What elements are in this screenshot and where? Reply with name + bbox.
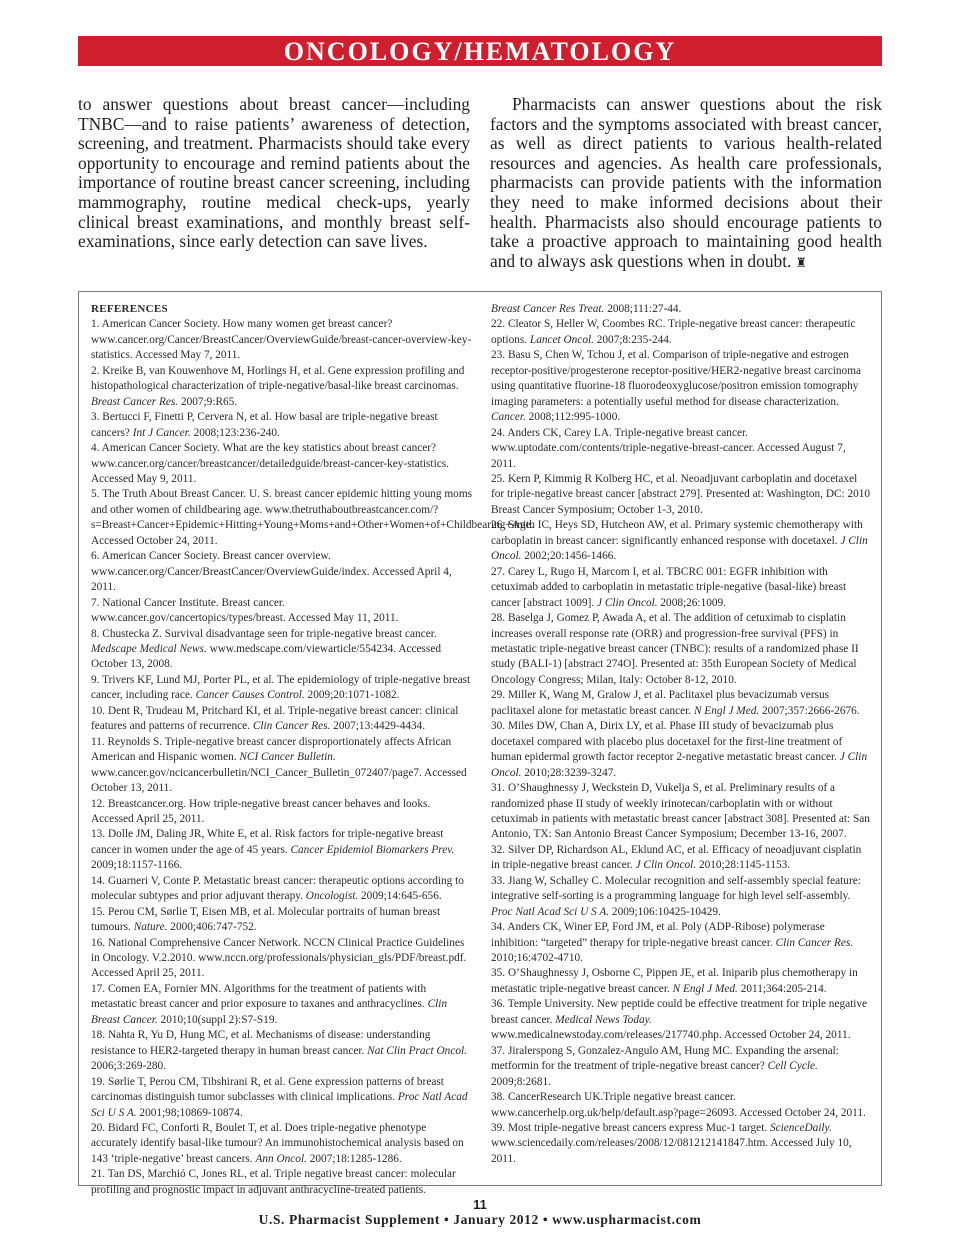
reference-entry bbox=[491, 920, 872, 966]
journal-title: J Clin Oncol. bbox=[635, 859, 697, 872]
reference-entry bbox=[91, 905, 472, 936]
reference-text: 30. Miles DW, Chan A, Dirix LY, et al. Phase III study of bevacizumab plus docetaxel compared with placebo plus docetaxel for the first-line treatment of human epidermal growth factor receptor 2-negative metastatic breast cancer. bbox=[491, 720, 843, 764]
reference-entry bbox=[91, 627, 472, 673]
reference-text: 2007;9:R65. bbox=[178, 395, 238, 408]
reference-entry bbox=[91, 874, 472, 905]
reference-entry bbox=[491, 472, 872, 518]
reference-entry bbox=[91, 797, 472, 828]
reference-entry bbox=[91, 673, 472, 704]
reference-text: 13. Dolle JM, Daling JR, White E, et al. Risk factors for triple-negative breast cancer in women under the age of 45 years. bbox=[91, 828, 444, 856]
journal-title: Clin Cancer Res. bbox=[252, 720, 331, 733]
reference-text: 38. CancerResearch UK.Triple negative breast cancer. www.cancerhelp.org.uk/help/default.asp?page=26093. Accessed October 24, 2011. bbox=[491, 1091, 866, 1119]
reference-text: 3. Bertucci F, Finetti P, Cervera N, et al. How basal are triple-negative breast cancers? bbox=[91, 411, 438, 439]
journal-title: Clin Breast Cancer. bbox=[91, 998, 448, 1026]
reference-text: 17. Comen EA, Fornier MN. Algorithms for the treatment of patients with metastatic breast cancer and prior exposure to taxanes and anthracyclines. bbox=[91, 982, 428, 1011]
reference-entry bbox=[91, 410, 472, 441]
reference-text: 21. Tan DS, Marchió C, Jones RL, et al. Triple negative breast cancer: molecular profiling and prognostic impact in adjuvant anthracycline-treated patients. bbox=[91, 1168, 456, 1196]
journal-title: Cancer Epidemiol Biomarkers Prev. bbox=[290, 843, 455, 856]
reference-entry bbox=[491, 426, 872, 472]
reference-list-right bbox=[491, 302, 872, 1167]
reference-text: 26. Smith IC, Heys SD, Hutcheon AW, et al. Primary systemic chemotherapy with carboplatin in breast cancer: significantly enhanced response with docetaxel. bbox=[491, 519, 863, 547]
reference-entry bbox=[491, 1121, 872, 1167]
reference-text: 2009;20:1071-1082. bbox=[304, 689, 400, 702]
reference-text: 2. Kreike B, van Kouwenhove M, Horlings H, et al. Gene expression profiling and histopathological characterization of triple-negative/basal-like breast carcinomas. bbox=[91, 364, 465, 393]
reference-text: 2007;8:235-244. bbox=[593, 333, 672, 346]
reference-text: 2001;98;10869-10874. bbox=[136, 1106, 243, 1119]
reference-text: 34. Anders CK, Winer EP, Ford JM, et al. Poly (ADP-Ribose) polymerase inhibition: “targeted” therapy for triple-negative breast cancer. bbox=[491, 921, 825, 949]
reference-text: 7. National Cancer Institute. Breast cancer. www.cancer.gov/cancertopics/types/breast. Accessed May 11, 2011. bbox=[91, 596, 399, 625]
body-column-left: to answer questions about breast cancer—including TNBC—and to raise patients’ awareness of detection, screening, and treatment. Pharmacists should take every opportunity to encourage and remind patients about the importance of routine breast cancer screening, including mammography, routine medical check-ups, yearly clinical breast examinations, and monthly breast self-examinations, since early detection can save lives. bbox=[78, 94, 470, 252]
journal-title: Oncologist. bbox=[305, 890, 359, 903]
reference-entry bbox=[91, 487, 534, 549]
reference-text: 20. Bidard FC, Conforti R, Boulet T, et al. Does triple-negative phenotype accurately identify basal-like tumour? An immunohistochemical analysis based on 143 ‘triple-negative’ breast cancers. bbox=[91, 1122, 464, 1165]
reference-text: 2009;8:2681. bbox=[491, 1075, 551, 1088]
references-column-right bbox=[491, 302, 872, 1167]
journal-title: Nat Clin Pract Oncol. bbox=[367, 1044, 467, 1057]
reference-text: 2008;111:27-44. bbox=[604, 303, 682, 315]
reference-entry bbox=[491, 781, 872, 843]
reference-text: 18. Nahta R, Yu D, Hung MC, et al. Mechanisms of disease: understanding resistance to HER2-targeted therapy in human breast cancer. bbox=[91, 1029, 431, 1057]
end-of-article-icon: ♜ bbox=[795, 254, 808, 270]
reference-text: 33. Jiang W, Schalley C. Molecular recognition and self-assembly special feature: integrative self-sorting is a programming language for high level self-assembly. bbox=[491, 874, 861, 903]
reference-text: 2010;28:3239-3247. bbox=[521, 766, 617, 779]
reference-text: 22. Cleator S, Heller W, Coombes RC. Triple-negative breast cancer: therapeutic options. bbox=[491, 318, 856, 346]
reference-entry bbox=[91, 936, 472, 982]
journal-title: Clin Cancer Res. bbox=[775, 936, 854, 949]
reference-text: 2009;14:645-656. bbox=[358, 890, 442, 903]
journal-title: Cancer. bbox=[491, 411, 526, 424]
journal-title: NCI Cancer Bulletin. bbox=[239, 751, 336, 764]
reference-text: 2002;20:1456-1466. bbox=[521, 550, 617, 563]
reference-text: 35. O’Shaughnessy J, Osborne C, Pippen JE, et al. Iniparib plus chemotherapy in metastatic triple-negative breast cancer. bbox=[491, 967, 858, 995]
page-number: 11 bbox=[473, 1197, 487, 1212]
reference-text: 6. American Cancer Society. Breast cancer overview. www.cancer.org/Cancer/BreastCancer/OverviewGuide/index. Accessed April 4, 2011. bbox=[91, 550, 452, 594]
reference-entry bbox=[491, 1090, 872, 1121]
reference-entry bbox=[91, 735, 472, 797]
reference-text: 8. Chustecka Z. Survival disadvantage seen for triple-negative breast cancer. bbox=[91, 627, 437, 640]
reference-entry bbox=[491, 874, 872, 920]
journal-title: Proc Natl Acad Sci U S A. bbox=[91, 1091, 468, 1119]
reference-entry bbox=[491, 966, 872, 997]
reference-entry bbox=[491, 997, 872, 1043]
reference-text: 36. Temple University. New peptide could be effective treatment for triple negative breast cancer. bbox=[491, 998, 868, 1026]
reference-text: 25. Kern P, Kimmig R Kolberg HC, et al. Neoadjuvant carboplatin and docetaxel for triple-negative breast cancer [abstract 279]. Presented at: Washington, DC: 2010 Breast Cancer Symposium; October 1-3, 2010. bbox=[491, 472, 871, 516]
reference-entry bbox=[491, 688, 872, 719]
reference-text: 5. The Truth About Breast Cancer. U. S. breast cancer epidemic hitting young moms and other women of childbearing age. www.thetruthaboutbreastcancer.com/?s=Breast+Cancer+Epidemic+Hitting+Young+Moms+and+Other+Women+of+Childbearing+Age. Accessed October 24, 2011. bbox=[91, 488, 534, 547]
reference-entry bbox=[491, 719, 872, 781]
section-banner bbox=[78, 36, 882, 66]
reference-text: 9. Trivers KF, Lund MJ, Porter PL, et al. The epidemiology of triple-negative breast cancer, including race. bbox=[91, 673, 471, 702]
reference-text: 39. Most triple-negative breast cancers express Muc-1 target. bbox=[491, 1122, 770, 1135]
reference-entry bbox=[91, 982, 472, 1028]
reference-entry bbox=[491, 518, 872, 564]
reference-text: 28. Baselga J, Gomez P, Awada A, et al. The addition of cetuximab to cisplatin increases overall response rate (ORR) and progression-free survival (PFS) in metastatic triple-negative breast cancer (TNBC): results of a randomized phase II study (BALI-1) [abstract 274O]. Presented at: 35th European Society of Medical Oncology Congress; Milan, Italy: October 8-12, 2010. bbox=[491, 612, 859, 686]
reference-text: www.medscape.com/viewarticle/554234. Accessed October 13, 2008. bbox=[91, 642, 441, 671]
reference-text: 31. O’Shaughnessy J, Weckstein D, Vukelja S, et al. Preliminary results of a randomized phase II study of weekly irinotecan/carboplatin with or without cetuximab in patients with metastatic breast cancer [abstract 308]. Presented at: San Antonio, TX: San Antonio Breast Cancer Symposium; December 13-16, 2007. bbox=[491, 782, 870, 841]
reference-text: 12. Breastcancer.org. How triple-negative breast cancer behaves and looks. Accessed April 25, 2011. bbox=[91, 797, 431, 825]
reference-text: 14. Guarneri V, Conte P. Metastatic breast cancer: therapeutic options according to molecular subtypes and prior adjuvant therapy. bbox=[91, 874, 464, 903]
reference-text: 23. Basu S, Chen W, Tchou J, et al. Comparison of triple-negative and estrogen receptor-positive/progesterone receptor-positive/HER2-negative breast carcinoma using quantitative fluorine-18 fluorodeoxyglucose/positron emission tomography imaging parameters: a potentially useful method for disease characterization. bbox=[491, 349, 861, 408]
body-paragraph-right: Pharmacists can answer questions about the risk factors and the symptoms associated with breast cancer, as well as direct patients to various health-related resources and agencies. As health care professionals, pharmacists can provide patients with the information they need to make informed decisions about their health. Pharmacists also should encourage patients to take a proactive approach to maintaining good health and to always ask questions when in doubt. bbox=[490, 94, 882, 271]
reference-entry bbox=[491, 302, 872, 317]
reference-text: www.medicalnewstoday.com/releases/217740.php. Accessed October 24, 2011. bbox=[491, 1029, 851, 1042]
reference-text: 2010;28:1145-1153. bbox=[696, 859, 791, 872]
reference-entry bbox=[91, 1075, 472, 1121]
publication-footer: U.S. Pharmacist Supplement • January 2012 • www.uspharmacist.com bbox=[258, 1212, 702, 1227]
journal-title: Ann Oncol. bbox=[255, 1152, 307, 1165]
reference-text: 4. American Cancer Society. What are the key statistics about breast cancer? www.cancer.org/cancer/breastcancer/detailedguide/breast-cancer-key-statistics. Accessed May 9, 2011. bbox=[91, 442, 449, 485]
reference-text: 2007;18:1285-1286. bbox=[306, 1152, 402, 1165]
reference-entry bbox=[491, 1044, 872, 1090]
journal-title: J Clin Oncol. bbox=[491, 751, 868, 779]
reference-entry bbox=[491, 348, 872, 425]
journal-title: Cancer Causes Control. bbox=[195, 689, 305, 702]
reference-text: 11. Reynolds S. Triple-negative breast cancer disproportionately affects African American and Hispanic women. bbox=[91, 735, 452, 764]
journal-title: Breast Cancer Res. bbox=[91, 395, 179, 408]
reference-text: 16. National Comprehensive Cancer Network. NCCN Clinical Practice Guidelines in Oncology. V.2.2010. www.nccn.org/professionals/physician_gls/PDF/breast.pdf. Accessed April 25, 2011. bbox=[91, 936, 467, 980]
reference-text: 2008;123:236-240. bbox=[190, 426, 280, 439]
journal-title: ScienceDaily. bbox=[769, 1122, 832, 1135]
reference-text: 1. American Cancer Society. How many women get breast cancer? www.cancer.org/Cancer/BreastCancer/OverviewGuide/breast-cancer-overview-key-statistics. Accessed May 7, 2011. bbox=[91, 318, 472, 362]
references-heading: REFERENCES bbox=[91, 303, 168, 315]
reference-text: 32. Silver DP, Richardson AL, Eklund AC, et al. Efficacy of neoadjuvant cisplatin in triple-negative breast cancer. bbox=[491, 843, 862, 872]
journal-title: Int J Cancer. bbox=[132, 426, 191, 439]
reference-text: 2008;112:995-1000. bbox=[525, 411, 621, 424]
journal-title: Cell Cycle. bbox=[767, 1060, 818, 1073]
reference-text: 24. Anders CK, Carey LA. Triple-negative breast cancer. www.uptodate.com/contents/triple-negative-breast-cancer. Accessed August 7, 2011. bbox=[491, 426, 846, 470]
reference-entry bbox=[491, 565, 872, 611]
reference-entry bbox=[91, 549, 472, 595]
journal-title: Nature. bbox=[133, 921, 168, 934]
reference-text: 27. Carey L, Rugo H, Marcom I, et al. TBCRC 001: EGFR inhibition with cetuximab added to carboplatin in metastatic triple-negative (basal-like) breast cancer [abstract 1009]. bbox=[491, 565, 847, 609]
reference-entry bbox=[91, 704, 472, 735]
reference-text: 2007;13:4429-4434. bbox=[330, 720, 426, 733]
reference-text: 2000;406:747-752. bbox=[167, 921, 257, 934]
reference-text: 2008;26:1009. bbox=[657, 596, 726, 609]
section-title: ONCOLOGY/HEMATOLOGY bbox=[283, 37, 677, 66]
journal-title: N Engl J Med. bbox=[672, 982, 738, 995]
reference-text: 29. Miller K, Wang M, Gralow J, et al. Paclitaxel plus bevacizumab versus paclitaxel alone for metastatic breast cancer. bbox=[491, 689, 830, 717]
reference-entry bbox=[91, 364, 472, 410]
reference-entry bbox=[91, 317, 472, 363]
body-column-right bbox=[490, 95, 882, 272]
reference-entry bbox=[91, 441, 472, 487]
reference-entry bbox=[491, 317, 872, 348]
journal-title: N Engl J Med. bbox=[693, 704, 760, 717]
journal-title: Medscape Medical News. bbox=[91, 642, 207, 655]
reference-text: 2010;10(suppl 2):S7-S19. bbox=[157, 1013, 278, 1026]
journal-title: Proc Natl Acad Sci U S A. bbox=[491, 905, 610, 918]
reference-text: www.sciencedaily.com/releases/2008/12/081212141847.htm. Accessed July 10, 2011. bbox=[491, 1137, 852, 1165]
journal-title: J Clin Oncol. bbox=[491, 534, 868, 563]
reference-text: www.cancer.gov/ncicancerbulletin/NCI_Cancer_Bulletin_072407/page7. Accessed October 13, 2011. bbox=[91, 766, 467, 795]
reference-entry bbox=[491, 843, 872, 874]
reference-text: 10. Dent R, Trudeau M, Pritchard KI, et al. Triple-negative breast cancer: clinical features and patterns of recurrence. bbox=[91, 704, 459, 733]
reference-text: 2011;364:205-214. bbox=[737, 982, 827, 995]
reference-text: 2007;357:2666-2676. bbox=[759, 704, 860, 717]
reference-entry bbox=[91, 596, 472, 627]
journal-title: Lancet Oncol. bbox=[529, 333, 594, 346]
reference-text: 2006;3:269-280. bbox=[91, 1060, 166, 1073]
reference-entry bbox=[491, 611, 872, 688]
reference-entry bbox=[91, 1121, 472, 1167]
reference-text: 2010;16:4702-4710. bbox=[491, 952, 583, 965]
reference-entry bbox=[91, 1028, 472, 1074]
reference-entry bbox=[91, 827, 472, 873]
reference-text: 37. Jiralerspong S, Gonzalez-Angulo AM, Hung MC. Expanding the arsenal: metformin for the treatment of triple-negative breast cancer? bbox=[491, 1044, 839, 1073]
reference-text: 2009;106:10425-10429. bbox=[609, 905, 721, 918]
reference-text: 2009;18:1157-1166. bbox=[91, 859, 183, 872]
journal-title: Breast Cancer Res Treat. bbox=[491, 303, 605, 315]
journal-title: Medical News Today. bbox=[555, 1013, 652, 1026]
reference-entry bbox=[91, 1167, 472, 1198]
reference-text: 19. Sørlie T, Perou CM, Tibshirani R, et al. Gene expression patterns of breast carcinomas distinguish tumor subclasses with clinical implications. bbox=[91, 1075, 444, 1104]
reference-text: 15. Perou CM, Sørlie T, Eisen MB, et al. Molecular portraits of human breast tumours. bbox=[91, 905, 441, 934]
journal-title: J Clin Oncol. bbox=[597, 596, 658, 609]
